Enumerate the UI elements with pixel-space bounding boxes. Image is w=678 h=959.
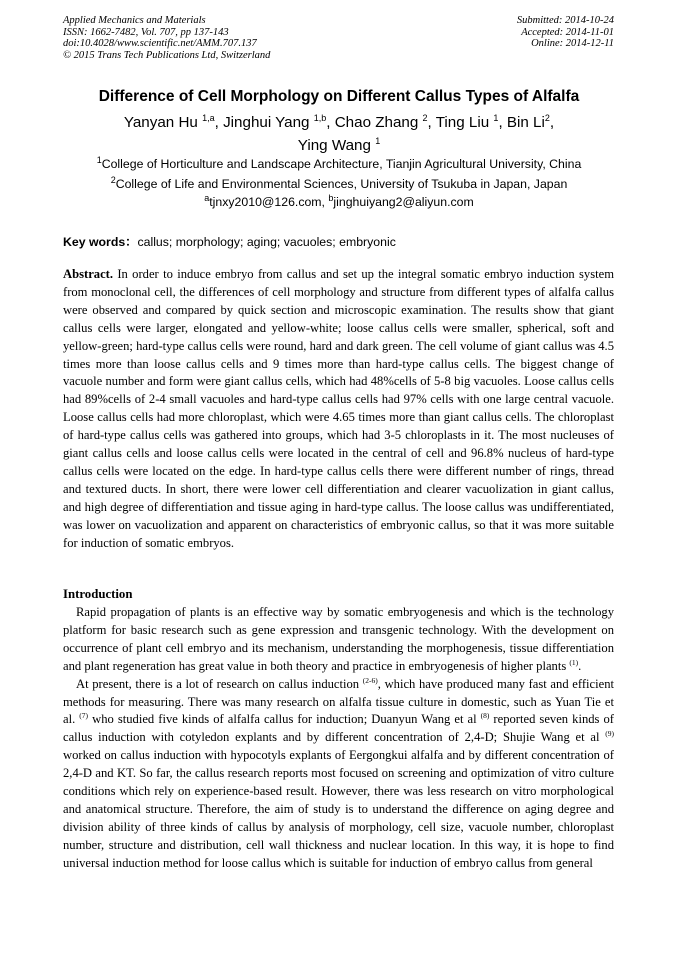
journal-name: Applied Mechanics and Materials: [63, 15, 206, 26]
author-name: Yanyan Hu: [123, 114, 198, 131]
author-name: Ting Liu: [435, 114, 490, 131]
author-name: Bin Li: [506, 114, 545, 131]
keywords-label: Key words：: [63, 235, 138, 249]
keywords-text: callus; morphology; aging; vacuoles; embryonic: [137, 235, 396, 249]
journal-issn: ISSN: 1662-7482, Vol. 707, pp 137-143: [63, 26, 229, 38]
author-name: Chao Zhang: [334, 114, 419, 131]
paragraph: Rapid propagation of plants is an effective way by somatic embryogenesis and which is the technology platform for basic research such as gene expression and transgenic technology. With the development on occurrence of plant cell embryo and its mechanism, understanding the morphogenesis, tissue differentiation and plant regeneration has great value in both theory and practice in embryogenesis of higher plants $^{(1)}$.: [63, 605, 614, 673]
journal-info: [63, 15, 270, 61]
journal-doi: doi:10.4028/www.scientific.net/AMM.707.137: [63, 38, 257, 49]
affiliation-1: $^1$College of Horticulture and Landscape Architecture, Tianjin Agricultural University, China: [96, 154, 582, 171]
abstract-text: In order to induce embryo from callus and set up the integral somatic embryo induction system from monoclonal cell, the differences of cell morphology and structure from different types of alfalfa callus were observed and compared by quick section and microscopic examination. The results show that giant callus cells were larger, elongated and yellow-white; loose callus cells were smaller, spherical, soft and yellow-green; hard-type callus cells were round, hard and dark green. The cell volume of giant callus was 4.5 times more than loose callus cells and 9 times more than hard-type callus cells. The biggest change of vacuole number and form were giant callus cells, which had 48%cells of 5-8 big vacuoles. Loose callus cells had 89%cells of 2-4 small vacuoles and hard-type callus cells had 97% cells with one large central vacuole. Loose callus cells had more chloroplast, which were 4.65 times more than giant callus cells. The chloroplast of hard-type callus cells was gathered into groups, which had 3-5 chloroplasts in it. The most nucleuses of giant callus cells and loose callus cells were located in the central of cell and 96.8% nucleus of hard-type callus cells were located on the edge. In hard-type callus cells there were different number of rings, thread and textured ducts. In short, there were lower cell differentiation and clearer vacuolization in giant callus, and high degree of differentiation and tissue aging in hard-type callus. The loose callus was undifferentiated, was lower on vacuolization and apparent on characteristics of embryonic callus, so that it was more suitable for induction of somatic embryos.: [63, 267, 614, 550]
email-link-a[interactable]: tjnxy2010@126.com,: [209, 195, 329, 209]
citation: (2-6): [362, 675, 378, 685]
author-name: Jinghui Yang: [223, 114, 310, 131]
author-affiliation: 1: [493, 112, 499, 123]
keywords: [63, 232, 396, 250]
author-affiliation: 1,b: [313, 112, 327, 123]
submitted-date: Submitted: 2014-10-24: [516, 15, 614, 26]
citation: (9): [605, 729, 614, 739]
paper-title: Difference of Cell Morphology on Different Callus Types of Alfalfa: [98, 88, 580, 105]
online-date: Online: 2014-12-11: [531, 38, 614, 49]
affiliation-2: $^2$College of Life and Environmental Sciences, University of Tsukuba in Japan, Japan: [110, 174, 568, 191]
email-link-b[interactable]: jinghuiyang2@aliyun.com: [333, 195, 474, 209]
author-affiliation: 1,a: [202, 112, 215, 123]
publication-dates: [517, 15, 614, 50]
section-heading-introduction: Introduction: [63, 587, 133, 601]
accepted-date: Accepted: 2014-11-01: [521, 26, 614, 38]
author-affiliation: 1: [375, 135, 381, 146]
citation: (7): [79, 711, 89, 721]
abstract: [63, 266, 614, 553]
introduction-body: [63, 604, 614, 873]
author-emails: $^a$tjnxy2010@126.com, $^b$jinghuiyang2@aliyun.com: [204, 192, 474, 209]
author-name: Ying Wang: [297, 137, 371, 154]
author-affiliation: 2: [544, 112, 550, 123]
author-list: Yanyan Hu $^{1,a}$, Jinghui Yang $^{1,b}$, Chao Zhang $^2$, Ting Liu $^1$, Bin Li$^2$, Ying Wang $^1$: [123, 112, 555, 154]
citation: (8): [480, 711, 490, 721]
author-affiliation: 2: [422, 112, 428, 123]
journal-copyright: © 2015 Trans Tech Publications Ltd, Switzerland: [63, 49, 271, 61]
paragraph: At present, there is a lot of research on callus induction $^{(2-6)}$, which have produced many fast and efficient methods for measuring. There was many research on alfalfa tissue culture in domestic, such as Yuan Tie et al. $^{(7)}$ who studied five kinds of alfalfa callus for induction; Duanyun Wang et al $^{(8)}$ reported seven kinds of callus induction with cotyledon explants and by different concentration of 2,4-D; Shujie Wang et al $^{(9)}$ worked on callus induction with hypocotyls explants of Eergongkui alfalfa and by different concentration of 2,4-D and KT. So far, the callus research reports most focused on screening and optimization of vitro culture conditions which rely on experience-based result. However, there was less research on vitro morphological and anatomical structure. Therefore, the aim of study is to understand the difference on aging degree and division ability of three kinds of callus by analysis of morphology, cell size, vacuole number, chloroplast number, structure and distribution, cell wall thickness and nuclear location. In this way, it is hope to find universal induction method for loose callus which is suitable for induction of embryo callus from general: [63, 675, 614, 870]
citation: (1): [569, 657, 579, 667]
abstract-label: Abstract.: [63, 267, 114, 281]
